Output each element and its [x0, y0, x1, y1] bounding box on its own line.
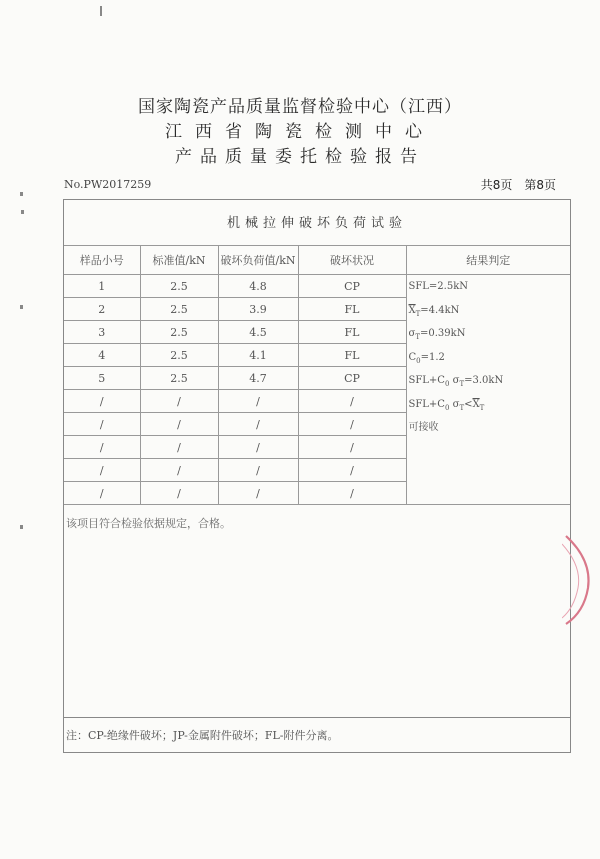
margin-mark [21, 210, 24, 214]
column-header: 破坏负荷值/kN [218, 246, 298, 275]
sample-number: 2 [64, 298, 140, 321]
failure-load: 4.8 [218, 275, 298, 298]
report-number: No.PW2017259 [64, 178, 152, 191]
margin-mark [100, 6, 102, 16]
column-header: 结果判定 [406, 246, 570, 275]
failure-mode: / [298, 436, 406, 459]
page-indicator [469, 176, 556, 193]
report-org-title: 国家陶瓷产品质量监督检验中心（江西） [138, 97, 462, 117]
standard-value: / [140, 390, 218, 413]
sample-number: / [64, 390, 140, 413]
results-table [64, 245, 570, 505]
sample-number: / [64, 436, 140, 459]
failure-mode: / [298, 390, 406, 413]
report-center-title: 江西省陶瓷检测中心 [165, 122, 435, 142]
failure-mode: CP [298, 367, 406, 390]
standard-value: 2.5 [140, 344, 218, 367]
result-calc: $SFL+C_0$ $\sigma_T=3.0kN$ [408, 375, 504, 388]
result-verdict: 可接收 [408, 422, 439, 433]
margin-mark [20, 192, 23, 196]
failure-mode: CP [298, 275, 406, 298]
failure-mode: FL [298, 344, 406, 367]
failure-load: / [218, 436, 298, 459]
failure-mode: FL [298, 298, 406, 321]
margin-mark [20, 305, 23, 309]
failure-mode: / [298, 413, 406, 436]
notes-text: 注：CP-绝缘件破坏；JP-金属附件破坏；FL-附件分离。 [66, 729, 339, 742]
standard-value: 2.5 [140, 298, 218, 321]
failure-load: 4.1 [218, 344, 298, 367]
test-title: 机械拉伸破坏负荷试验 [64, 200, 570, 246]
standard-value: 2.5 [140, 367, 218, 390]
standard-value: / [140, 413, 218, 436]
conclusion-text: 该项目符合检验依据规定，合格。 [66, 517, 231, 530]
sample-number: / [64, 482, 140, 505]
standard-value: / [140, 436, 218, 459]
failure-mode: / [298, 459, 406, 482]
standard-value: 2.5 [140, 275, 218, 298]
sample-number: 4 [64, 344, 140, 367]
failure-mode: / [298, 482, 406, 505]
report-type-title: 产品质量委托检验报告 [175, 147, 425, 167]
current-page: 第8页 [524, 178, 556, 192]
sample-number: 5 [64, 367, 140, 390]
failure-load: / [218, 482, 298, 505]
sample-number: 3 [64, 321, 140, 344]
failure-mode: FL [298, 321, 406, 344]
column-header: 标准值/kN [140, 246, 218, 275]
result-mean: $\overline{X}_T=4.4kN$ [408, 304, 460, 318]
result-c0: $C_0=1.2$ [408, 351, 445, 365]
total-pages: 共8页 [480, 178, 513, 192]
margin-mark [20, 525, 23, 529]
table-header-row [64, 246, 570, 275]
sample-number: / [64, 459, 140, 482]
column-header: 破坏状况 [298, 246, 406, 275]
result-sigma: $\sigma_T=0.39kN$ [408, 328, 466, 341]
notes-section [64, 717, 570, 753]
result-judgment [406, 275, 570, 505]
failure-load: / [218, 459, 298, 482]
standard-value: 2.5 [140, 321, 218, 344]
inspection-seal-mark [562, 530, 600, 630]
table-row [64, 275, 570, 298]
result-compare: $SFL+C_0$ $\sigma_T<\overline{X}_T$ [408, 398, 485, 412]
result-sfl: SFL=2.5kN [408, 281, 469, 292]
failure-load: 4.5 [218, 321, 298, 344]
standard-value: / [140, 459, 218, 482]
failure-load: 4.7 [218, 367, 298, 390]
test-section [63, 199, 571, 753]
column-header: 样品小号 [64, 246, 140, 275]
failure-load: 3.9 [218, 298, 298, 321]
sample-number: / [64, 413, 140, 436]
failure-load: / [218, 390, 298, 413]
sample-number: 1 [64, 275, 140, 298]
failure-load: / [218, 413, 298, 436]
standard-value: / [140, 482, 218, 505]
